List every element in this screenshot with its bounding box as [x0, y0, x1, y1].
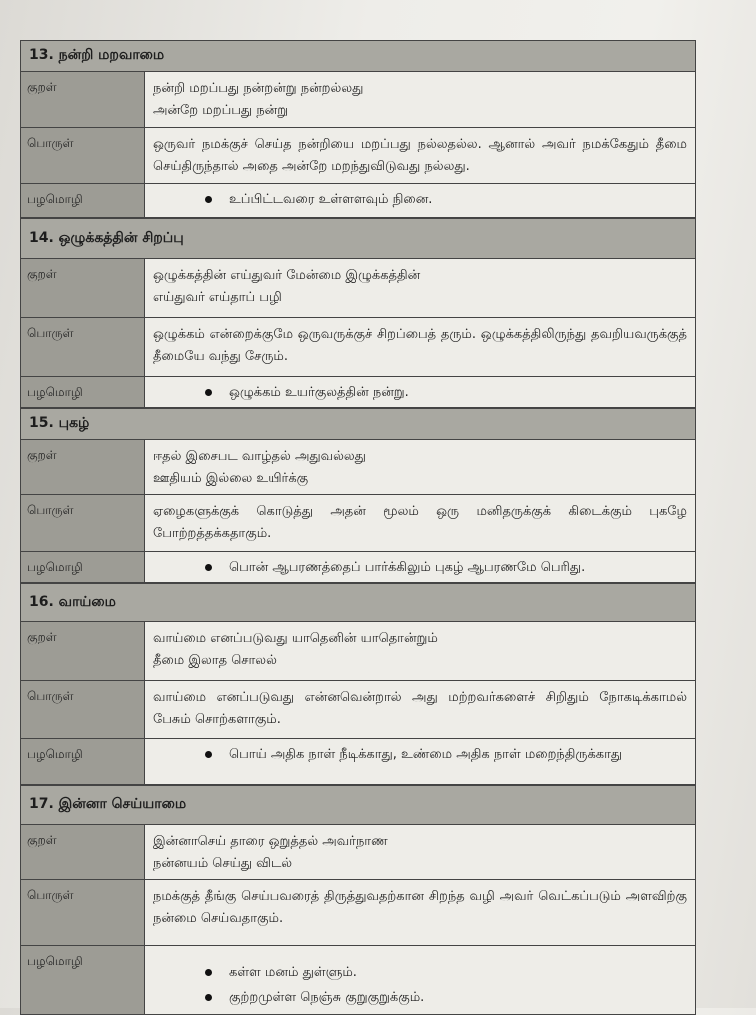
palamozhi-item: பொய் அதிக நாள் நீடிக்காது, உண்மை அதிக நாள் மறைந்திருக்காது	[205, 742, 687, 767]
kural-row	[21, 72, 695, 128]
palamozhi-item: பொன் ஆபரணத்தைப் பார்க்கிலும் புகழ் ஆபரணமே பெரிது.	[205, 555, 687, 580]
palamozhi-list	[153, 742, 687, 767]
section-17	[20, 785, 696, 1015]
porul-text: ஏழைகளுக்குக் கொடுத்து அதன் மூலம் ஒரு மனிதருக்குக் கிடைக்கும் புகழே போற்றத்தக்கதாகும்.	[145, 495, 695, 551]
kural-label: குறள்	[21, 72, 145, 127]
porul-label: பொருள்	[21, 681, 145, 738]
porul-row	[21, 681, 695, 739]
kural-text	[145, 622, 695, 680]
kural-line: நன்னயம் செய்து விடல்	[153, 856, 293, 871]
palamozhi-list	[153, 960, 687, 1010]
porul-label: பொருள்	[21, 880, 145, 945]
porul-row	[21, 318, 695, 377]
palamozhi-label: பழமொழி	[21, 377, 145, 407]
porul-text: நமக்குத் தீங்கு செய்பவரைத் திருத்துவதற்கான சிறந்த வழி அவர் வெட்கப்படும் அளவிற்கு நன்மை செய்வதாகும்.	[145, 880, 695, 945]
kural-text	[145, 825, 695, 879]
kural-line: ஈதல் இசைபட வாழ்தல் அதுவல்லது	[153, 449, 366, 464]
kural-label: குறள்	[21, 825, 145, 879]
palamozhi-label: பழமொழி	[21, 552, 145, 582]
porul-text: ஒருவர் நமக்குச் செய்த நன்றியை மறப்பது நல்லதல்ல. ஆனால் அவர் நமக்கேதும் தீமை செய்திருந்தால் அதை அன்றே மறந்துவிடுவது நல்லது.	[145, 128, 695, 183]
kural-label: குறள்	[21, 440, 145, 494]
kural-line: ஊதியம் இல்லை உயிர்க்கு	[153, 471, 309, 486]
kural-row	[21, 622, 695, 681]
kural-line: இன்னாசெய் தாரை ஒறுத்தல் அவர்நாண	[153, 834, 388, 849]
kural-text	[145, 440, 695, 494]
porul-label: பொருள்	[21, 495, 145, 551]
palamozhi-label: பழமொழி	[21, 184, 145, 217]
kural-row	[21, 440, 695, 495]
palamozhi-row	[21, 184, 695, 218]
palamozhi-item: ஒழுக்கம் உயர்குலத்தின் நன்று.	[205, 380, 687, 405]
palamozhi-list	[153, 187, 687, 212]
kural-line: எய்துவர் எய்தாப் பழி	[153, 290, 282, 305]
palamozhi-label: பழமொழி	[21, 739, 145, 784]
porul-row	[21, 880, 695, 946]
section-title: 16. வாய்மை	[21, 583, 695, 622]
kural-row	[21, 259, 695, 318]
palamozhi-item: உப்பிட்டவரை உள்ளளவும் நினை.	[205, 187, 687, 212]
section-15	[20, 408, 696, 583]
palamozhi-row	[21, 739, 695, 785]
section-title: 17. இன்னா செய்யாமை	[21, 785, 695, 825]
palamozhi-list	[153, 380, 687, 405]
kural-row	[21, 825, 695, 880]
palamozhi-row	[21, 946, 695, 1015]
porul-text: ஒழுக்கம் என்றைக்குமே ஒருவருக்குச் சிறப்பைத் தரும். ஒழுக்கத்திலிருந்து தவறியவருக்குத் தீமையே வந்து சேரும்.	[145, 318, 695, 376]
porul-label: பொருள்	[21, 128, 145, 183]
kural-text	[145, 72, 695, 127]
palamozhi-label: பழமொழி	[21, 946, 145, 1014]
section-title: 14. ஒழுக்கத்தின் சிறப்பு	[21, 218, 695, 259]
palamozhi-row	[21, 552, 695, 583]
porul-row	[21, 495, 695, 552]
palamozhi-item: கள்ள மனம் துள்ளும்.	[205, 960, 687, 985]
palamozhi-row	[21, 377, 695, 408]
kural-line: வாய்மை எனப்படுவது யாதெனின் யாதொன்றும்	[153, 631, 438, 646]
kural-text	[145, 259, 695, 317]
section-title: 15. புகழ்	[21, 408, 695, 440]
porul-label: பொருள்	[21, 318, 145, 376]
section-13	[20, 40, 696, 218]
section-16	[20, 583, 696, 785]
section-14	[20, 218, 696, 408]
kural-label: குறள்	[21, 622, 145, 680]
kural-line: நன்றி மறப்பது நன்றன்று நன்றல்லது	[153, 81, 364, 96]
kural-line: தீமை இலாத சொலல்	[153, 653, 277, 668]
porul-row	[21, 128, 695, 184]
section-title: 13. நன்றி மறவாமை	[21, 40, 695, 72]
porul-text: வாய்மை எனப்படுவது என்னவென்றால் அது மற்றவர்களைச் சிறிதும் நோகடிக்காமல் பேசும் சொற்களாகும்.	[145, 681, 695, 738]
proverbs-table	[20, 40, 696, 1015]
palamozhi-list	[153, 555, 687, 580]
kural-line: ஒழுக்கத்தின் எய்துவர் மேன்மை இழுக்கத்தின்	[153, 268, 421, 283]
kural-label: குறள்	[21, 259, 145, 317]
kural-line: அன்றே மறப்பது நன்று	[153, 103, 289, 118]
palamozhi-item: குற்றமுள்ள நெஞ்சு குறுகுறுக்கும்.	[205, 985, 687, 1010]
